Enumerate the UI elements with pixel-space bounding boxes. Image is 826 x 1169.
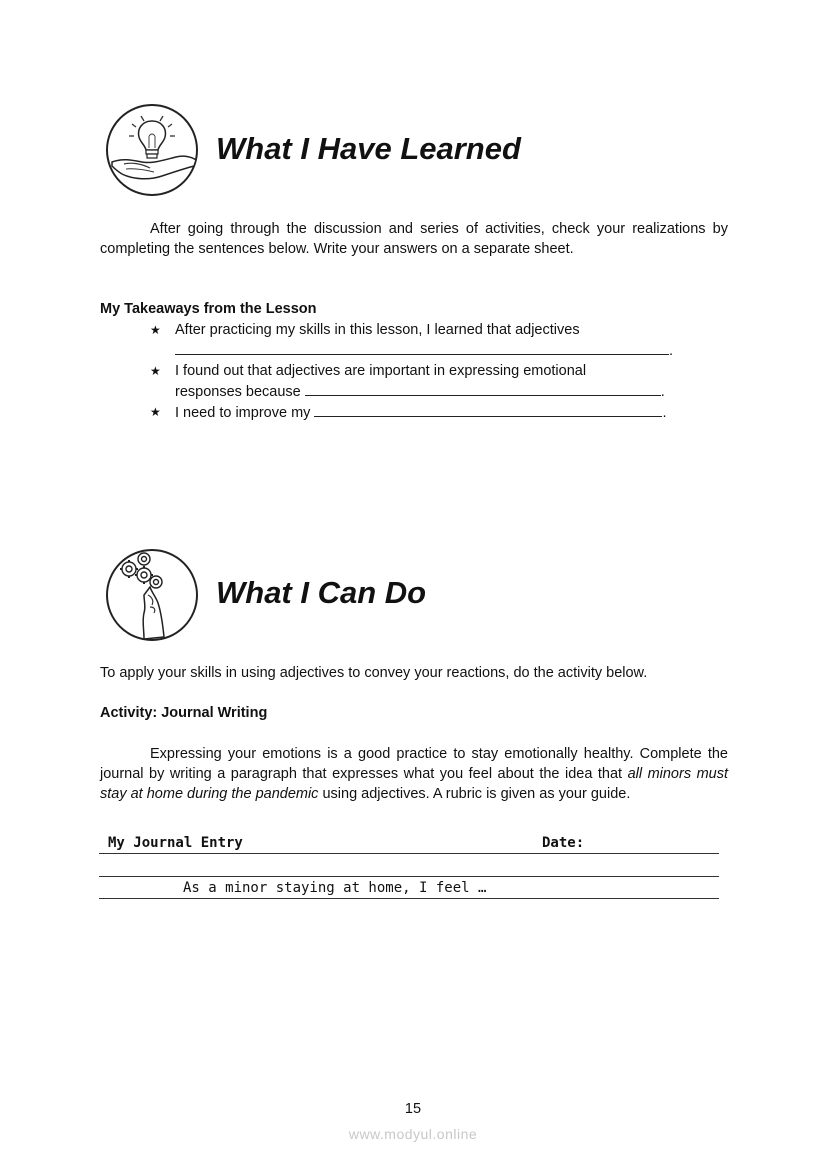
watermark: www.modyul.online [348,1126,478,1142]
learned-intro-paragraph [100,219,728,259]
page-number: 15 [404,1101,422,1117]
star-bullet-icon: ★ [150,364,161,378]
answer-blank[interactable] [314,402,662,417]
star-bullet-icon: ★ [150,405,161,419]
takeaways-heading: My Takeaways from the Lesson [100,301,317,317]
section-title-learned: What I Have Learned [216,131,521,166]
can-do-intro: To apply your skills in using adjectives to convey your reactions, do the activity below. [100,665,648,681]
lightbulb-hand-icon [104,102,200,198]
takeaway-text: I found out that adjectives are important in expressing emotional [175,363,587,379]
activity-italic-text: all minors must stay at home during the pandemic [100,766,728,802]
journal-date-label: Date: [542,835,585,851]
journal-line[interactable] [99,876,719,877]
takeaway-item [148,320,688,361]
takeaway-text: I need to improve my [175,405,311,421]
learned-intro-text: After going through the discussion and series of activities, check your realizations by completing the sentences below. Write your answers on a separate sheet. [100,221,728,257]
takeaways-list [148,320,688,423]
activity-text: Expressing your emotions is a good practice to stay emotionally healthy. Complete the journal by writing a paragraph that expresses what you feel about the idea that [100,746,728,782]
period: . [669,343,674,359]
gears-hand-icon [104,547,200,643]
journal-prompt: As a minor staying at home, I feel … [183,880,487,896]
star-bullet-icon: ★ [150,323,161,337]
journal-entry-label: My Journal Entry [108,835,243,851]
section-title-can-do: What I Can Do [216,575,427,610]
takeaway-text: After practicing my skills in this lesson, I learned that adjectives [175,322,580,338]
answer-blank[interactable] [305,381,661,396]
takeaway-item [148,361,688,402]
takeaway-text: responses because [175,384,301,400]
activity-heading: Activity: Journal Writing [100,705,268,721]
journal-line[interactable] [99,898,719,899]
takeaway-item [148,402,688,423]
journal-header-rule [99,853,719,854]
activity-text: using adjectives. A rubric is given as your guide. [318,786,631,802]
activity-paragraph [100,744,728,804]
period: . [662,405,667,421]
period: . [660,384,665,400]
answer-blank[interactable] [175,340,669,355]
